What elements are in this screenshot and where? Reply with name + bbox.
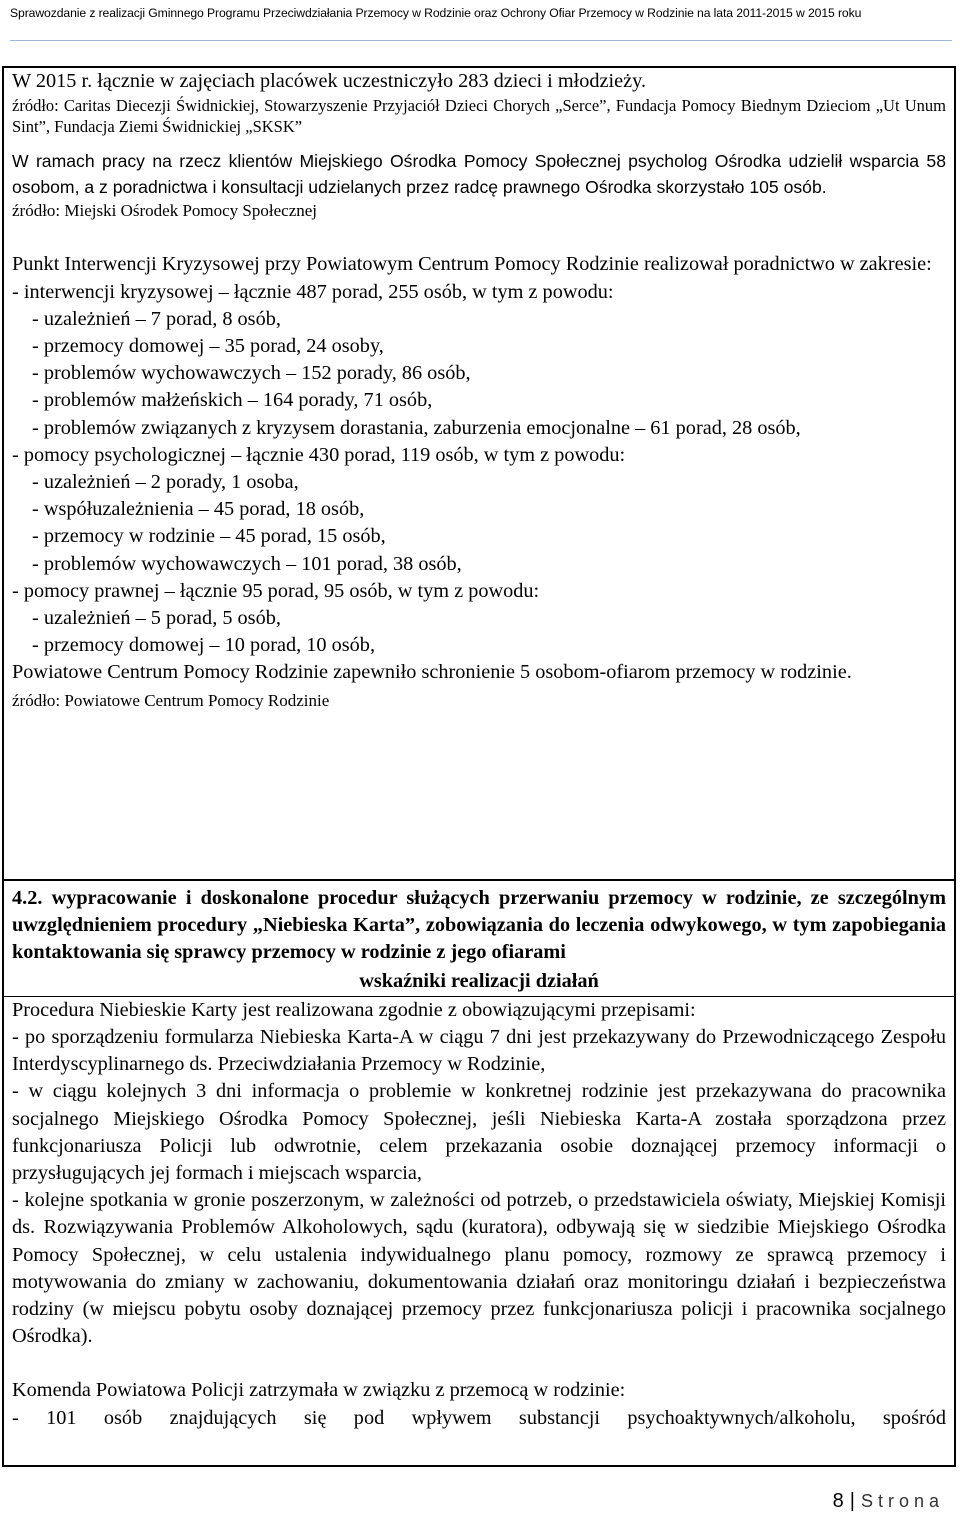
list-crisis-item: - problemów małżeńskich – 164 porady, 71 osób,: [32, 389, 433, 412]
list-crisis-item-long: - problemów związanych z kryzysem dorastania, zaburzenia emocjonalne – 61 porad, 28 osób,: [32, 416, 801, 439]
list-crisis: - interwencji kryzysowej – łącznie 487 porad, 255 osób, w tym z powodu:: [12, 280, 614, 303]
page-word: Strona: [860, 1491, 944, 1511]
paragraph-step-3: - kolejne spotkania w gronie poszerzonym, w zależności od potrzeb, o przedstawiciela oświaty, Miejskiej Komisji ds. Rozwiązywania Problemów Alkoholowych, sądu (kuratora), odbywają się w siedzibie Miejskiego Ośrodka Pomocy Społecznej, w celu ustalenia indywidualnego planu pomocy, rozmowy ze sprawcą przemocy i motywowania do zmiany w zachowaniu, dokumentowania działań oraz monitoringu działań i bezpieczeństwa rodziny (w miejscu pobytu osoby doznającej przemocy przez funkcjonariusza policji i pracownika socjalnego Ośrodka).: [12, 1189, 946, 1348]
list-psych-item: - problemów wychowawczych – 101 porad, 38 osób,: [32, 552, 462, 575]
section-heading: 4.2. wypracowanie i doskonalone procedur służących przerwaniu przemocy w rodzinie, ze szczególnym uwzględnieniem procedury „Niebieska Karta”, zobowiązania do leczenia odwykowego, w tym zapobiegania kontaktowania się sprawcy przemocy w rodzinie z jego ofiarami: [12, 887, 946, 964]
paragraph-participants: W 2015 r. łącznie w zajęciach placówek uczestniczyło 283 dzieci i młodzieży.: [12, 70, 647, 92]
list-legal: - pomocy prawnej – łącznie 95 porad, 95 osób, w tym z powodu:: [12, 579, 540, 602]
paragraph-police-item: - 101 osób znajdujących się pod wpływem substancji psychoaktywnych/alkoholu, spośród: [12, 1406, 946, 1429]
content-box-2: [2, 879, 956, 1467]
list-crisis-item: - przemocy domowej – 35 porad, 24 osoby,: [32, 335, 384, 357]
source-note-pcpr: źródło: Powiatowe Centrum Pomocy Rodzinie: [12, 690, 330, 710]
source-note-mops: źródło: Miejski Ośrodek Pomocy Społecznej: [12, 201, 318, 221]
header-rule: [10, 40, 952, 41]
list-crisis-item: - uzależnień – 7 porad, 8 osób,: [32, 307, 281, 330]
list-psych-item: - uzależnień – 2 porady, 1 osoba,: [32, 471, 299, 494]
page-number: 8: [832, 1490, 844, 1512]
content-box-1: [2, 66, 956, 881]
list-psych-item: - współuzależnienia – 45 porad, 18 osób,: [32, 498, 365, 521]
header-title: Sprawozdanie z realizacji Gminnego Programu Przeciwdziałania Przemocy w Rodzinie oraz Ochrony Ofiar Przemocy w Rodzinie na lata 2011-2015 w 2015 roku: [10, 6, 862, 20]
paragraph-mops: W ramach pracy na rzecz klientów Miejskiego Ośrodka Pomocy Społecznej psycholog Ośrodka udzielił wsparcia 58 osobom, a z poradnictwa i konsultacji udzielanych przez radcę prawnego Ośrodka skorzystało 105 osób.: [12, 151, 946, 197]
paragraph-police: Komenda Powiatowa Policji zatrzymała w związku z przemocą w rodzinie:: [12, 1379, 626, 1402]
paragraph-pik: Punkt Interwencji Kryzysowej przy Powiatowym Centrum Pomocy Rodzinie realizował poradnictwo w zakresie:: [12, 253, 932, 276]
list-legal-item: - przemocy domowej – 10 porad, 10 osób,: [32, 634, 376, 657]
paragraph-step-2: - w ciągu kolejnych 3 dni informacja o problemie w konkretnej rodzinie jest przekazywana do pracownika socjalnego Miejskiego Ośrodka Pomocy Społecznej, jeśli Niebieska Karta-A została sporządzona przez funkcjonariusza Policji lub odwrotnie, celem przekazania osobie doznającej przemocy informacji o przysługujących jej formach i miejscach wsparcia,: [12, 1080, 946, 1185]
list-crisis-item: - problemów wychowawczych – 152 porady, 86 osób,: [32, 362, 471, 385]
list-legal-item: - uzależnień – 5 porad, 5 osób,: [32, 607, 281, 630]
paragraph-step-1: - po sporządzeniu formularza Niebieska Karta-A w ciągu 7 dni jest przekazywany do Przewodniczącego Zespołu Interdyscyplinarnego ds. Przeciwdziałania Przemocy w Rodzinie,: [12, 1026, 946, 1076]
page-header: [0, 0, 960, 44]
page-footer: [0, 1490, 944, 1520]
footer-separator: |: [849, 1490, 855, 1512]
source-note-caritas: źródło: Caritas Diecezji Świdnickiej, Stowarzyszenie Przyjaciół Dzieci Chorych „Serce”, Fundacja Pomocy Biednym Dzieciom „Ut Unum Sint”, Fundacja Ziemi Świdnickiej „SKSK”: [12, 96, 946, 137]
list-psych-item: - przemocy w rodzinie – 45 porad, 15 osób,: [32, 525, 386, 548]
paragraph-shelter: Powiatowe Centrum Pomocy Rodzinie zapewniło schronienie 5 osobom-ofiarom przemocy w rodzinie.: [12, 661, 852, 684]
list-psych: - pomocy psychologicznej – łącznie 430 porad, 119 osób, w tym z powodu:: [12, 443, 626, 466]
paragraph-procedure: Procedura Niebieskie Karty jest realizowana zgodnie z obowiązującymi przepisami:: [12, 998, 696, 1021]
section-subheading: wskaźniki realizacji działań: [4, 968, 954, 997]
